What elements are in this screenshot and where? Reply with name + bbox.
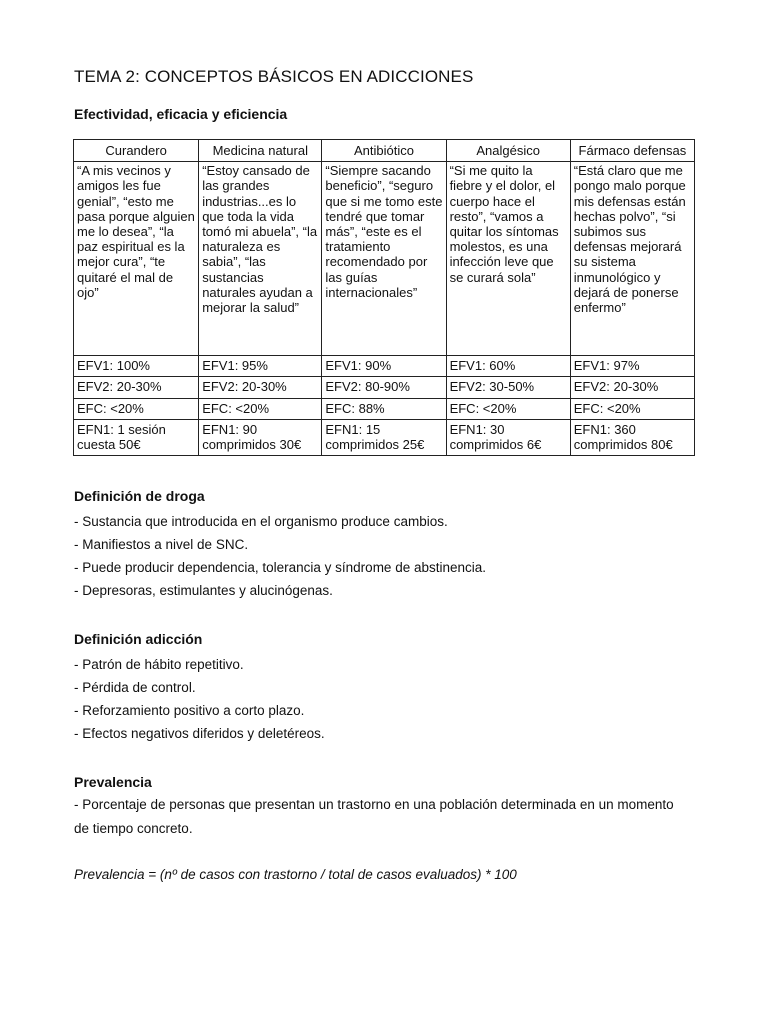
table-row-efn1	[74, 419, 695, 455]
table-cell: EFC: <20%	[74, 398, 199, 419]
adiccion-heading: Definición adicción	[74, 631, 203, 647]
list-item: - Efectos negativos diferidos y deletéreos.	[74, 726, 325, 741]
table-header-cell: Medicina natural	[199, 140, 322, 162]
table-cell: EFN1: 30 comprimidos 6€	[446, 419, 570, 455]
list-item: - Depresoras, estimulantes y alucinógenas.	[74, 583, 333, 598]
table-row-quotes	[74, 162, 695, 356]
table-cell: EFC: <20%	[446, 398, 570, 419]
table-cell: EFV1: 95%	[199, 356, 322, 377]
table-cell: “Si me quito la fiebre y el dolor, el cuerpo hace el resto”, “vamos a quitar los síntomas molestos, es una infección leve que se curará sola”	[446, 162, 570, 356]
prevalencia-formula: Prevalencia = (nº de casos con trastorno / total de casos evaluados) * 100	[74, 867, 517, 882]
table-header-cell: Antibiótico	[322, 140, 446, 162]
prevalencia-text: - Porcentaje de personas que presentan un trastorno en una población determinada en un momento de tiempo concreto.	[74, 797, 674, 836]
table-row-efv2	[74, 377, 695, 398]
table-row-efv1	[74, 356, 695, 377]
table-cell: EFC: <20%	[570, 398, 694, 419]
list-item: - Pérdida de control.	[74, 680, 196, 695]
table-cell: “Estoy cansado de las grandes industrias...es lo que toda la vida tomó mi abuela”, “la naturaleza es sabia”, “las sustancias naturales ayudan a mejorar la salud”	[199, 162, 322, 356]
table-header-cell: Fármaco defensas	[570, 140, 694, 162]
table-cell: EFV2: 80-90%	[322, 377, 446, 398]
table-header-cell: Curandero	[74, 140, 199, 162]
list-item: - Manifiestos a nivel de SNC.	[74, 537, 249, 552]
table-cell: “Siempre sacando beneficio”, “seguro que si me tomo este tendré que tomar más”, “este es el tratamiento recomendado por las guías internacionales”	[322, 162, 446, 356]
table-row-efc	[74, 398, 695, 419]
adiccion-list	[74, 656, 325, 748]
table-cell: EFC: <20%	[199, 398, 322, 419]
list-item: - Reforzamiento positivo a corto plazo.	[74, 703, 305, 718]
prevalencia-heading: Prevalencia	[74, 774, 152, 790]
table-cell: EFN1: 90 comprimidos 30€	[199, 419, 322, 455]
table-header-row	[74, 140, 695, 162]
droga-list	[74, 513, 486, 605]
droga-heading: Definición de droga	[74, 488, 205, 504]
section-subtitle: Efectividad, eficacia y eficiencia	[74, 106, 288, 122]
table-cell: EFV1: 100%	[74, 356, 199, 377]
list-item: - Patrón de hábito repetitivo.	[74, 657, 244, 672]
table-cell: EFN1: 15 comprimidos 25€	[322, 419, 446, 455]
table-cell: EFV2: 30-50%	[446, 377, 570, 398]
table-cell: EFV2: 20-30%	[570, 377, 694, 398]
page-title: TEMA 2: CONCEPTOS BÁSICOS EN ADICCIONES	[74, 67, 474, 86]
table-cell: EFV1: 90%	[322, 356, 446, 377]
table-cell: “A mis vecinos y amigos les fue genial”, “esto me pasa porque alguien me lo desea”, “la paz espiritual es la mejor cura”, “te quitaré el mal de ojo”	[74, 162, 199, 356]
table-cell: EFV1: 60%	[446, 356, 570, 377]
table-cell: EFN1: 360 comprimidos 80€	[570, 419, 694, 455]
list-item: - Sustancia que introducida en el organismo produce cambios.	[74, 514, 448, 529]
table-cell: EFC: 88%	[322, 398, 446, 419]
table-cell: EFV2: 20-30%	[74, 377, 199, 398]
comparison-table	[73, 139, 695, 456]
table-cell: EFN1: 1 sesión cuesta 50€	[74, 419, 199, 455]
table-cell: “Está claro que me pongo malo porque mis defensas están hechas polvo”, “si subimos sus defensas mejorará su sistema inmunológico y dejará de ponerse enfermo”	[570, 162, 694, 356]
table-header-cell: Analgésico	[446, 140, 570, 162]
table-cell: EFV1: 97%	[570, 356, 694, 377]
list-item: - Puede producir dependencia, tolerancia y síndrome de abstinencia.	[74, 560, 487, 575]
table-cell: EFV2: 20-30%	[199, 377, 322, 398]
